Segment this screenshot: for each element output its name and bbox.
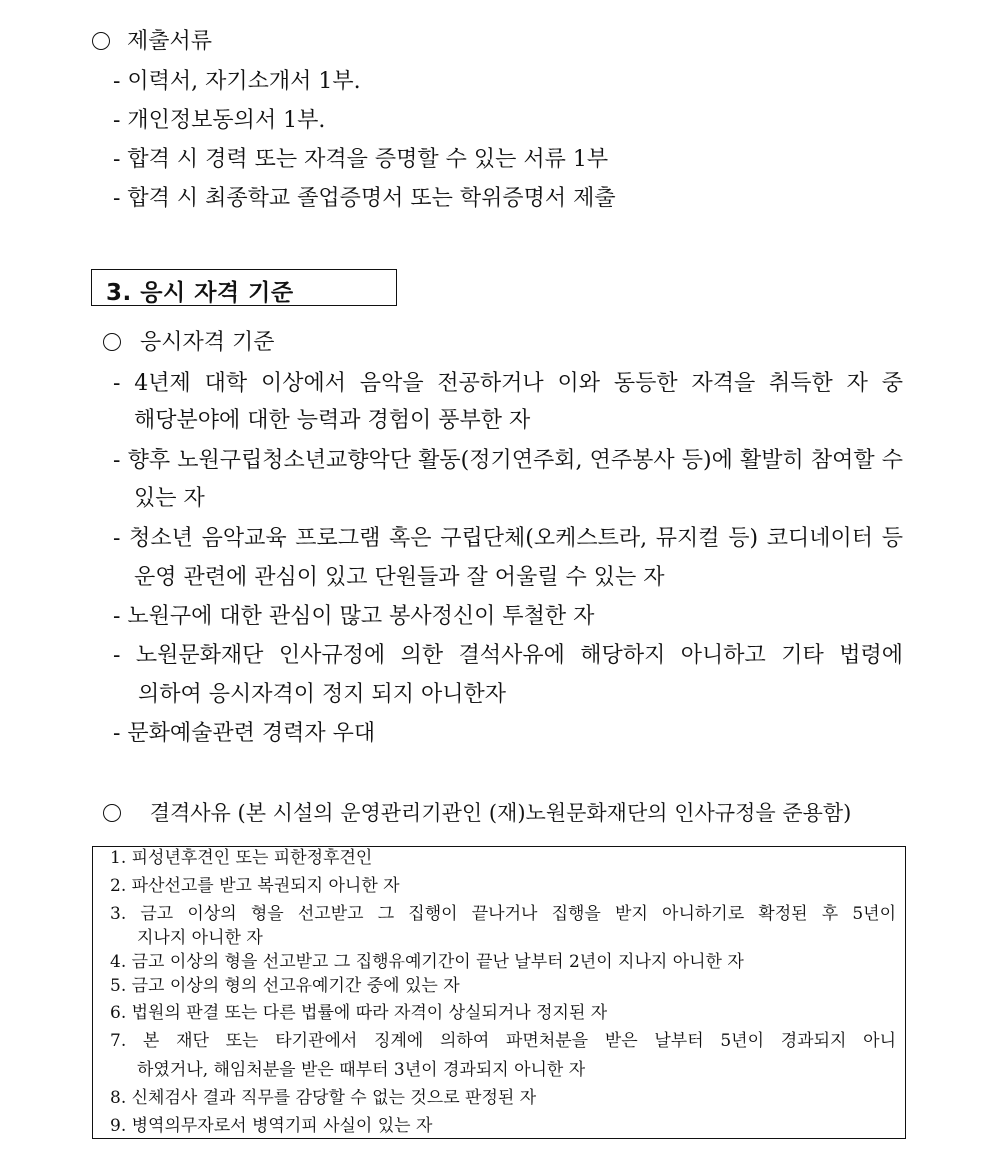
- disqualification-title: 결격사유 (본 시설의 운영관리기관인 (재)노원문화재단의 인사규정을 준용함): [103, 803, 851, 824]
- circle-bullet-icon: [103, 333, 121, 351]
- section-heading-box: [91, 269, 397, 306]
- criteria-item: - 향후 노원구립청소년교향악단 활동(정기연주회, 연주봉사 등)에 활발히 참여할 수: [113, 448, 903, 473]
- criteria-item-cont: 해당분야에 대한 능력과 경험이 풍부한 자: [134, 408, 531, 433]
- list-item-cont: 하였거나, 해임처분을 받은 때부터 3년이 경과되지 아니한 자: [137, 1060, 586, 1080]
- criteria-item: - 노원문화재단 인사규정에 의한 결석사유에 해당하지 아니하고 기타 법령에: [113, 643, 903, 668]
- list-item: 3. 금고 이상의 형을 선고받고 그 집행이 끝나거나 집행을 받지 아니하기로 확정된 후 5년이: [110, 904, 896, 924]
- document-item: - 개인정보동의서 1부.: [113, 108, 326, 133]
- disqualification-list: [92, 846, 906, 1139]
- document-item: - 합격 시 경력 또는 자격을 증명할 수 있는 서류 1부: [113, 147, 609, 172]
- list-item: 8. 신체검사 결과 직무를 감당할 수 없는 것으로 판정된 자: [110, 1088, 537, 1108]
- document-item: - 이력서, 자기소개서 1부.: [113, 69, 361, 94]
- documents-section-title: 제출서류: [92, 31, 212, 53]
- document-item: - 합격 시 최종학교 졸업증명서 또는 학위증명서 제출: [113, 186, 616, 211]
- criteria-item-cont: 있는 자: [134, 486, 205, 511]
- criteria-item-cont: 운영 관련에 관심이 있고 단원들과 잘 어울릴 수 있는 자: [134, 565, 665, 590]
- circle-bullet-icon: [103, 804, 121, 822]
- list-item: 5. 금고 이상의 형의 선고유예기간 중에 있는 자: [110, 976, 460, 996]
- criteria-item-cont: 의하여 응시자격이 정지 되지 아니한자: [138, 682, 507, 707]
- criteria-item: - 노원구에 대한 관심이 많고 봉사정신이 투철한 자: [113, 604, 595, 629]
- list-item: 4. 금고 이상의 형을 선고받고 그 집행유예기간이 끝난 날부터 2년이 지나지 아니한 자: [110, 952, 744, 972]
- list-item: 6. 법원의 판결 또는 다른 법률에 따라 자격이 상실되거나 정지된 자: [110, 1003, 608, 1023]
- list-item-cont: 지나지 아니한 자: [137, 928, 263, 948]
- criteria-item: - 4년제 대학 이상에서 음악을 전공하거나 이와 동등한 자격을 취득한 자 중: [113, 371, 903, 396]
- criteria-item: - 문화예술관련 경력자 우대: [113, 721, 376, 746]
- list-item: 9. 병역의무자로서 병역기피 사실이 있는 자: [110, 1116, 433, 1136]
- list-item: 7. 본 재단 또는 타기관에서 징계에 의하여 파면처분을 받은 날부터 5년이 경과되지 아니: [110, 1031, 896, 1051]
- criteria-title: 응시자격 기준: [103, 332, 275, 354]
- list-item: 2. 파산선고를 받고 복권되지 아니한 자: [110, 876, 400, 896]
- list-item: 1. 피성년후견인 또는 피한정후견인: [110, 848, 373, 868]
- section-heading: 3. 응시 자격 기준: [106, 280, 294, 306]
- criteria-item: - 청소년 음악교육 프로그램 혹은 구립단체(오케스트라, 뮤지컬 등) 코디네이터 등: [113, 526, 903, 551]
- circle-bullet-icon: [92, 32, 110, 50]
